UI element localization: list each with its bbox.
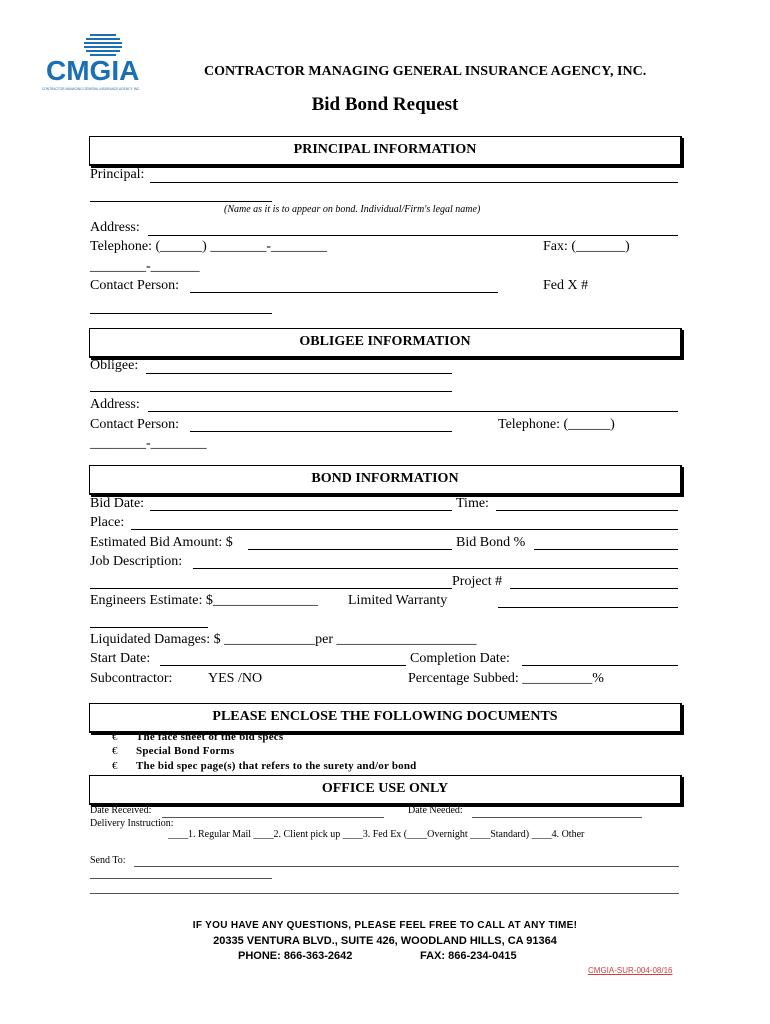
send-to-input-cont-2[interactable] [90,893,679,894]
footer-fax: FAX: 866-234-0415 [420,950,517,962]
principal-phone-cont[interactable]: ________-_______ [90,259,200,274]
obligee-phone-cont[interactable]: ________-________ [90,436,207,451]
principal-address-input[interactable] [148,235,678,236]
obligee-address-label: Address: [90,397,140,412]
agency-name: CONTRACTOR MANAGING GENERAL INSURANCE AGENCY, INC. [204,64,647,79]
page-title: Bid Bond Request [311,94,459,115]
subcontractor-yes-no[interactable]: YES /NO [208,671,263,686]
principal-contact-input[interactable] [190,292,498,293]
place-label: Place: [90,515,125,530]
documents-section-heading: PLEASE ENCLOSE THE FOLLOWING DOCUMENTS [89,703,682,733]
bullet-icon: € [112,731,118,743]
obligee-input[interactable] [146,373,452,374]
principal-contact-input-cont[interactable] [90,313,272,314]
office-section-heading: OFFICE USE ONLY [89,775,682,805]
limited-warranty-label: Limited Warranty [348,593,448,608]
date-needed-label: Date Needed: [408,805,463,816]
company-logo [40,32,180,94]
estimated-bid-input[interactable] [248,549,452,550]
limited-warranty-input[interactable] [498,607,678,608]
principal-address-label: Address: [90,220,140,235]
project-input[interactable] [510,588,678,589]
completion-date-label: Completion Date: [410,651,510,666]
principal-fax-label[interactable]: Fax: (_______) [543,239,630,254]
delivery-options[interactable]: ____1. Regular Mail ____2. Client pick up ____3. Fed Ex (____Overnight ____Standard) ____4. Other [168,829,585,840]
logo-subtext: CONTRACTOR MANAGING GENERAL INSURANCE AGENCY, INC. [42,87,141,91]
document-item: The face sheet of the bid specs [136,731,284,743]
document-item: Special Bond Forms [136,745,235,757]
obligee-label: Obligee: [90,358,139,373]
principal-input[interactable] [150,182,678,183]
send-to-input-cont[interactable] [90,878,272,879]
time-label: Time: [456,496,489,511]
form-code: CMGIA-SUR-004-08/16 [588,966,673,975]
estimated-bid-label: Estimated Bid Amount: $ [90,535,233,550]
start-date-input[interactable] [160,665,406,666]
obligee-contact-label: Contact Person: [90,417,180,432]
bullet-icon: € [112,745,118,757]
time-input[interactable] [496,510,678,511]
subcontractor-label: Subcontractor: [90,671,173,686]
obligee-contact-input[interactable] [190,431,452,432]
date-received-input[interactable] [162,817,384,818]
principal-input-cont[interactable] [90,201,272,202]
bid-bond-label: Bid Bond % [456,535,526,550]
completion-date-input[interactable] [522,665,678,666]
bullet-icon: € [112,760,118,772]
job-description-label: Job Description: [90,554,183,569]
footer-questions: IF YOU HAVE ANY QUESTIONS, PLEASE FEEL FREE TO CALL AT ANY TIME! [192,920,578,931]
delivery-instruction-label: Delivery Instruction: [90,818,174,829]
project-label: Project # [452,574,503,589]
obligee-address-input[interactable] [148,411,678,412]
footer-phone: PHONE: 866-363-2642 [238,950,353,962]
date-needed-input[interactable] [472,817,642,818]
principal-label: Principal: [90,167,145,182]
start-date-label: Start Date: [90,651,151,666]
document-item: The bid spec page(s) that refers to the surety and/or bond [136,760,417,772]
bid-date-label: Bid Date: [90,496,145,511]
job-description-input[interactable] [193,568,678,569]
engineers-estimate-label[interactable]: Engineers Estimate: $_______________ [90,593,318,608]
job-description-input-cont[interactable] [90,588,452,589]
bid-date-input[interactable] [150,510,452,511]
obligee-section-heading: OBLIGEE INFORMATION [89,328,682,358]
liquidated-damages-label[interactable]: Liquidated Damages: $ _____________per ____________________ [90,632,477,647]
footer-address: 20335 VENTURA BLVD., SUITE 426, WOODLAND HILLS, CA 91364 [213,935,557,947]
principal-fedx-label: Fed X # [543,278,589,293]
place-input[interactable] [131,529,678,530]
logo-text: CMGIA [46,55,140,86]
date-received-label: Date Received: [90,805,152,816]
bond-section-heading: BOND INFORMATION [89,465,682,495]
principal-contact-label: Contact Person: [90,278,180,293]
send-to-input[interactable] [134,866,679,867]
bid-bond-input[interactable] [534,549,678,550]
obligee-telephone-label[interactable]: Telephone: (______) [498,417,615,432]
obligee-input-cont[interactable] [90,391,452,392]
principal-section-heading: PRINCIPAL INFORMATION [89,136,682,166]
principal-telephone-label[interactable]: Telephone: (______) ________-________ [90,239,327,254]
percentage-subbed-label[interactable]: Percentage Subbed: __________% [408,671,604,686]
principal-name-hint: (Name as it is to appear on bond. Individual/Firm's legal name) [224,204,481,215]
send-to-label: Send To: [90,855,126,866]
engineers-estimate-input-cont[interactable] [90,627,208,628]
